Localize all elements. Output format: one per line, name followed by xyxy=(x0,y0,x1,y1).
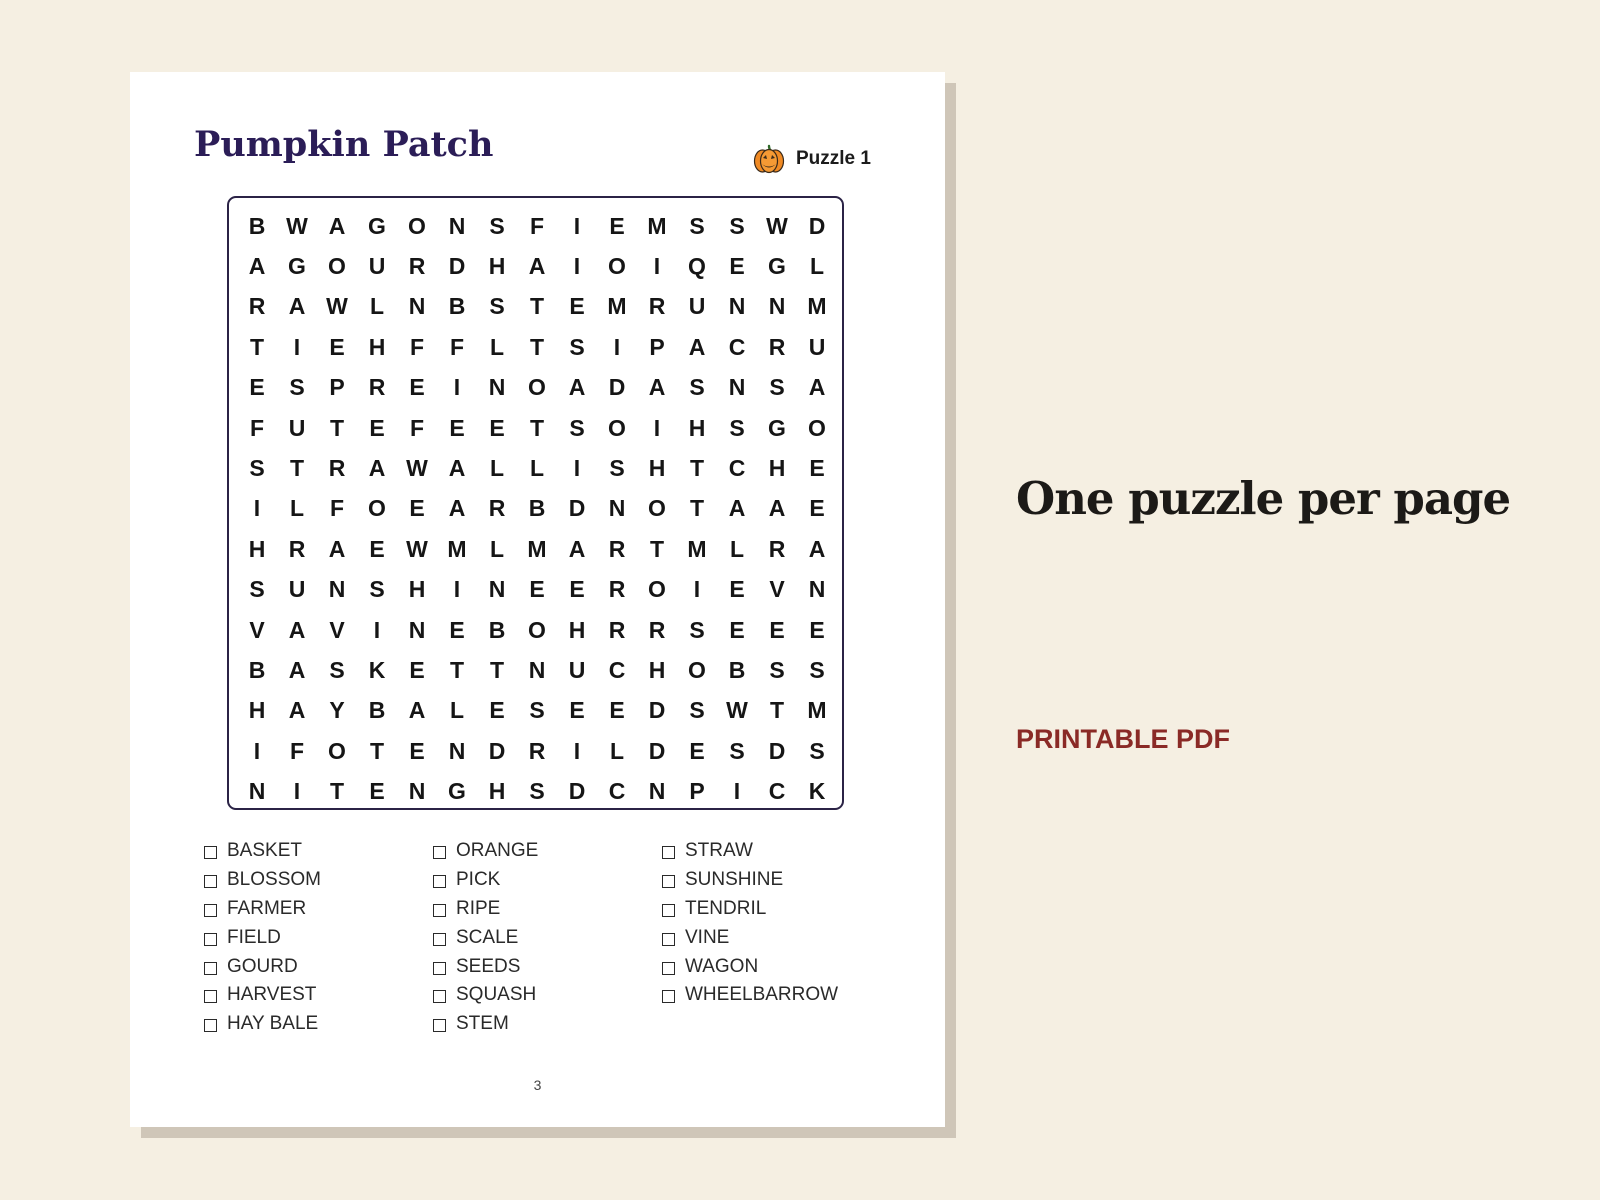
word-list-item xyxy=(433,923,662,952)
grid-letter: N xyxy=(608,495,626,522)
grid-letter: G xyxy=(768,414,786,441)
grid-letter: N xyxy=(488,576,506,603)
word-label: FARMER xyxy=(227,897,307,919)
grid-letter: T xyxy=(329,778,345,805)
grid-letter: A xyxy=(408,697,426,724)
grid-letter: E xyxy=(729,616,745,643)
word-list-item xyxy=(433,866,662,895)
word-label: BASKET xyxy=(227,840,302,862)
grid-letter: M xyxy=(447,535,467,562)
checkbox-icon[interactable] xyxy=(204,990,217,1003)
word-label: STRAW xyxy=(685,840,753,862)
grid-letter: I xyxy=(293,333,301,360)
grid-letter: B xyxy=(528,495,546,522)
grid-letter: N xyxy=(808,576,826,603)
grid-letter: E xyxy=(489,697,505,724)
grid-letter: N xyxy=(488,374,506,401)
checkbox-icon[interactable] xyxy=(662,904,675,917)
checkbox-icon[interactable] xyxy=(662,846,675,859)
grid-letter: S xyxy=(249,455,265,482)
grid-letter: D xyxy=(568,495,586,522)
grid-letter: R xyxy=(648,616,666,643)
grid-letter: B xyxy=(248,656,266,683)
grid-letter: S xyxy=(729,737,745,764)
grid-letter: F xyxy=(449,333,465,360)
word-list-item xyxy=(662,837,891,866)
grid-letter: A xyxy=(688,333,706,360)
word-label: SUNSHINE xyxy=(685,869,784,891)
grid-letter: R xyxy=(768,333,786,360)
grid-letter: E xyxy=(449,414,465,441)
grid-letter: W xyxy=(406,455,428,482)
grid-letter: A xyxy=(728,495,746,522)
grid-letter: L xyxy=(289,495,305,522)
grid-letter: N xyxy=(448,737,466,764)
grid-letter: M xyxy=(607,293,627,320)
grid-letter: H xyxy=(688,414,706,441)
grid-letter: I xyxy=(573,253,581,280)
grid-letter: R xyxy=(288,535,306,562)
word-list-column xyxy=(433,837,662,1039)
checkbox-icon[interactable] xyxy=(433,990,446,1003)
word-label: PICK xyxy=(456,869,501,891)
word-list-column xyxy=(662,837,891,1039)
word-list-item xyxy=(662,923,891,952)
grid-letter: K xyxy=(368,656,386,683)
grid-letter: A xyxy=(368,455,386,482)
grid-letter: T xyxy=(449,656,465,683)
grid-letter: S xyxy=(729,212,745,239)
grid-letter: W xyxy=(286,212,308,239)
grid-letter: S xyxy=(369,576,385,603)
grid-letter: O xyxy=(648,576,666,603)
grid-letter: A xyxy=(248,253,266,280)
word-label: BLOSSOM xyxy=(227,869,321,891)
grid-letter: E xyxy=(329,333,345,360)
grid-letter: M xyxy=(687,535,707,562)
grid-letter: A xyxy=(648,374,666,401)
grid-letter: H xyxy=(648,656,666,683)
word-label: VINE xyxy=(685,926,730,948)
grid-letter: A xyxy=(448,495,466,522)
grid-letter: E xyxy=(729,253,745,280)
grid-letter: R xyxy=(368,374,386,401)
word-label: TENDRIL xyxy=(685,897,767,919)
grid-letter: O xyxy=(328,253,346,280)
word-list-item xyxy=(204,1010,433,1039)
word-search-grid xyxy=(237,206,837,806)
grid-letter: N xyxy=(448,212,466,239)
grid-letter: S xyxy=(809,737,825,764)
grid-letter: C xyxy=(608,656,626,683)
grid-letter: E xyxy=(489,414,505,441)
pumpkin-icon xyxy=(752,142,786,176)
grid-letter: H xyxy=(368,333,386,360)
word-list-column xyxy=(204,837,433,1039)
grid-letter: O xyxy=(328,737,346,764)
grid-letter: E xyxy=(809,616,825,643)
grid-letter: N xyxy=(328,576,346,603)
grid-letter: U xyxy=(368,253,386,280)
grid-letter: N xyxy=(728,293,746,320)
word-list-item xyxy=(204,952,433,981)
grid-letter: R xyxy=(248,293,266,320)
grid-letter: F xyxy=(529,212,545,239)
grid-letter: I xyxy=(253,495,261,522)
checkbox-icon[interactable] xyxy=(433,1019,446,1032)
checkbox-icon[interactable] xyxy=(204,904,217,917)
grid-letter: O xyxy=(368,495,386,522)
grid-letter: T xyxy=(689,455,705,482)
grid-letter: S xyxy=(689,212,705,239)
grid-letter: L xyxy=(489,455,505,482)
grid-letter: F xyxy=(409,414,425,441)
grid-letter: E xyxy=(409,495,425,522)
grid-letter: A xyxy=(328,212,346,239)
grid-letter: O xyxy=(688,656,706,683)
grid-letter: Q xyxy=(688,253,706,280)
grid-letter: H xyxy=(568,616,586,643)
grid-letter: O xyxy=(608,414,626,441)
grid-letter: B xyxy=(448,293,466,320)
grid-letter: H xyxy=(648,455,666,482)
checkbox-icon[interactable] xyxy=(662,990,675,1003)
grid-letter: N xyxy=(768,293,786,320)
grid-letter: T xyxy=(769,697,785,724)
word-list-item xyxy=(204,837,433,866)
grid-letter: A xyxy=(288,616,306,643)
grid-letter: I xyxy=(613,333,621,360)
grid-letter: C xyxy=(728,455,746,482)
grid-letter: E xyxy=(249,374,265,401)
grid-letter: N xyxy=(408,293,426,320)
grid-letter: T xyxy=(289,455,305,482)
checkbox-icon[interactable] xyxy=(662,875,675,888)
grid-letter: S xyxy=(569,414,585,441)
grid-letter: D xyxy=(608,374,626,401)
word-label: WHEELBARROW xyxy=(685,984,839,1006)
grid-letter: E xyxy=(609,697,625,724)
word-list-item xyxy=(662,981,891,1010)
grid-letter: W xyxy=(766,212,788,239)
grid-letter: W xyxy=(726,697,748,724)
word-list-item xyxy=(204,895,433,924)
grid-letter: S xyxy=(569,333,585,360)
grid-letter: L xyxy=(489,333,505,360)
grid-letter: D xyxy=(768,737,786,764)
grid-letter: T xyxy=(329,414,345,441)
grid-letter: B xyxy=(368,697,386,724)
grid-letter: P xyxy=(689,778,705,805)
checkbox-icon[interactable] xyxy=(662,962,675,975)
grid-letter: S xyxy=(769,374,785,401)
grid-letter: N xyxy=(528,656,546,683)
grid-letter: R xyxy=(488,495,506,522)
grid-letter: E xyxy=(569,576,585,603)
grid-letter: E xyxy=(369,778,385,805)
grid-letter: R xyxy=(528,737,546,764)
grid-letter: E xyxy=(369,535,385,562)
grid-letter: D xyxy=(648,697,666,724)
grid-letter: S xyxy=(729,414,745,441)
grid-letter: T xyxy=(529,333,545,360)
grid-letter: E xyxy=(809,455,825,482)
grid-letter: E xyxy=(449,616,465,643)
grid-letter: U xyxy=(808,333,826,360)
grid-letter: S xyxy=(489,212,505,239)
word-label: HARVEST xyxy=(227,984,317,1006)
grid-letter: O xyxy=(408,212,426,239)
grid-letter: R xyxy=(408,253,426,280)
grid-letter: E xyxy=(409,737,425,764)
grid-letter: L xyxy=(529,455,545,482)
grid-letter: A xyxy=(448,455,466,482)
grid-letter: H xyxy=(488,778,506,805)
grid-letter: B xyxy=(728,656,746,683)
grid-letter: V xyxy=(329,616,345,643)
word-label: ORANGE xyxy=(456,840,539,862)
grid-letter: S xyxy=(249,576,265,603)
grid-letter: A xyxy=(568,535,586,562)
grid-letter: T xyxy=(369,737,385,764)
grid-letter: T xyxy=(489,656,505,683)
grid-letter: E xyxy=(809,495,825,522)
grid-letter: R xyxy=(328,455,346,482)
grid-letter: M xyxy=(647,212,667,239)
word-label: HAY BALE xyxy=(227,1013,319,1035)
grid-letter: V xyxy=(249,616,265,643)
grid-letter: E xyxy=(569,293,585,320)
grid-letter: F xyxy=(249,414,265,441)
word-list-item xyxy=(204,866,433,895)
word-list-item xyxy=(662,895,891,924)
grid-letter: S xyxy=(529,697,545,724)
grid-letter: I xyxy=(453,576,461,603)
grid-letter: T xyxy=(249,333,265,360)
grid-letter: G xyxy=(768,253,786,280)
grid-letter: L xyxy=(449,697,465,724)
grid-letter: M xyxy=(527,535,547,562)
grid-letter: A xyxy=(528,253,546,280)
grid-letter: O xyxy=(608,253,626,280)
grid-letter: Y xyxy=(329,697,345,724)
grid-letter: N xyxy=(408,616,426,643)
checkbox-icon[interactable] xyxy=(204,933,217,946)
word-list-item xyxy=(662,952,891,981)
checkbox-icon[interactable] xyxy=(204,846,217,859)
checkbox-icon[interactable] xyxy=(433,962,446,975)
grid-letter: I xyxy=(293,778,301,805)
puzzle-number-label: Puzzle 1 xyxy=(796,148,871,169)
grid-letter: L xyxy=(809,253,825,280)
grid-letter: O xyxy=(528,616,546,643)
grid-letter: E xyxy=(609,212,625,239)
word-list-item xyxy=(204,923,433,952)
grid-letter: E xyxy=(369,414,385,441)
grid-letter: E xyxy=(409,374,425,401)
grid-letter: S xyxy=(489,293,505,320)
word-list-item xyxy=(662,866,891,895)
grid-letter: I xyxy=(453,374,461,401)
grid-letter: L xyxy=(729,535,745,562)
grid-letter: E xyxy=(689,737,705,764)
grid-letter: S xyxy=(289,374,305,401)
grid-letter: K xyxy=(808,778,826,805)
word-list-item xyxy=(433,837,662,866)
grid-letter: U xyxy=(568,656,586,683)
grid-letter: A xyxy=(328,535,346,562)
grid-letter: S xyxy=(609,455,625,482)
grid-letter: C xyxy=(728,333,746,360)
grid-letter: S xyxy=(769,656,785,683)
word-label: RIPE xyxy=(456,897,501,919)
word-label: GOURD xyxy=(227,955,298,977)
grid-letter: F xyxy=(289,737,305,764)
grid-letter: I xyxy=(693,576,701,603)
checkbox-icon[interactable] xyxy=(433,904,446,917)
word-list-item xyxy=(204,981,433,1010)
grid-letter: R xyxy=(608,576,626,603)
grid-letter: O xyxy=(808,414,826,441)
grid-letter: I xyxy=(573,455,581,482)
grid-letter: E xyxy=(409,656,425,683)
word-list-item xyxy=(433,1010,662,1039)
word-search-grid-frame xyxy=(227,196,844,810)
grid-letter: W xyxy=(326,293,348,320)
grid-letter: N xyxy=(248,778,266,805)
grid-letter: U xyxy=(288,576,306,603)
puzzle-page xyxy=(130,72,945,1127)
word-list xyxy=(204,837,904,1039)
grid-letter: N xyxy=(648,778,666,805)
grid-letter: S xyxy=(689,374,705,401)
grid-letter: M xyxy=(807,697,827,724)
grid-letter: H xyxy=(248,535,266,562)
grid-letter: M xyxy=(807,293,827,320)
grid-letter: T xyxy=(529,414,545,441)
word-label: SCALE xyxy=(456,926,519,948)
grid-letter: L xyxy=(609,737,625,764)
grid-letter: L xyxy=(369,293,385,320)
word-list-item xyxy=(433,952,662,981)
grid-letter: E xyxy=(769,616,785,643)
grid-letter: I xyxy=(253,737,261,764)
grid-letter: R xyxy=(768,535,786,562)
word-label: STEM xyxy=(456,1013,509,1035)
grid-letter: U xyxy=(288,414,306,441)
grid-letter: B xyxy=(488,616,506,643)
grid-letter: C xyxy=(608,778,626,805)
grid-letter: R xyxy=(608,535,626,562)
grid-letter: I xyxy=(653,414,661,441)
word-list-item xyxy=(433,981,662,1010)
grid-letter: D xyxy=(808,212,826,239)
checkbox-icon[interactable] xyxy=(204,962,217,975)
promo-headline: One puzzle per page xyxy=(1016,472,1511,525)
grid-letter: I xyxy=(573,737,581,764)
grid-letter: F xyxy=(329,495,345,522)
grid-letter: A xyxy=(808,535,826,562)
grid-letter: I xyxy=(733,778,741,805)
word-label: SEEDS xyxy=(456,955,521,977)
grid-letter: A xyxy=(288,656,306,683)
grid-letter: A xyxy=(568,374,586,401)
puzzle-tag xyxy=(752,142,871,176)
grid-letter: G xyxy=(448,778,466,805)
grid-letter: L xyxy=(489,535,505,562)
grid-letter: N xyxy=(728,374,746,401)
grid-letter: E xyxy=(729,576,745,603)
checkbox-icon[interactable] xyxy=(662,933,675,946)
grid-letter: G xyxy=(288,253,306,280)
grid-letter: F xyxy=(409,333,425,360)
grid-letter: W xyxy=(406,535,428,562)
grid-letter: A xyxy=(288,697,306,724)
grid-letter: H xyxy=(248,697,266,724)
grid-letter: P xyxy=(649,333,665,360)
grid-letter: D xyxy=(568,778,586,805)
grid-letter: A xyxy=(288,293,306,320)
grid-letter: T xyxy=(649,535,665,562)
grid-letter: U xyxy=(688,293,706,320)
checkbox-icon[interactable] xyxy=(204,1019,217,1032)
grid-letter: H xyxy=(488,253,506,280)
grid-letter: H xyxy=(768,455,786,482)
word-label: WAGON xyxy=(685,955,759,977)
grid-letter: S xyxy=(689,697,705,724)
checkbox-icon[interactable] xyxy=(433,933,446,946)
grid-letter: S xyxy=(329,656,345,683)
grid-letter: C xyxy=(768,778,786,805)
grid-letter: D xyxy=(648,737,666,764)
word-label: SQUASH xyxy=(456,984,537,1006)
grid-letter: T xyxy=(689,495,705,522)
grid-letter: G xyxy=(368,212,386,239)
grid-letter: D xyxy=(448,253,466,280)
word-label: FIELD xyxy=(227,926,281,948)
grid-letter: R xyxy=(608,616,626,643)
grid-letter: D xyxy=(488,737,506,764)
checkbox-icon[interactable] xyxy=(433,875,446,888)
grid-letter: A xyxy=(768,495,786,522)
page-number: 3 xyxy=(533,1077,542,1093)
grid-letter: I xyxy=(573,212,581,239)
grid-letter: T xyxy=(529,293,545,320)
grid-letter: O xyxy=(648,495,666,522)
grid-letter: P xyxy=(329,374,345,401)
page-title: Pumpkin Patch xyxy=(194,124,494,165)
promo-subline: PRINTABLE PDF xyxy=(1016,724,1230,754)
grid-letter: E xyxy=(569,697,585,724)
grid-letter: N xyxy=(408,778,426,805)
grid-letter: A xyxy=(808,374,826,401)
grid-letter: O xyxy=(528,374,546,401)
grid-letter: E xyxy=(529,576,545,603)
grid-letter: R xyxy=(648,293,666,320)
word-list-item xyxy=(433,895,662,924)
grid-letter: I xyxy=(653,253,661,280)
checkbox-icon[interactable] xyxy=(433,846,446,859)
grid-letter: S xyxy=(809,656,825,683)
grid-letter: S xyxy=(529,778,545,805)
grid-letter: H xyxy=(408,576,426,603)
grid-letter: S xyxy=(689,616,705,643)
checkbox-icon[interactable] xyxy=(204,875,217,888)
grid-letter: V xyxy=(769,576,785,603)
grid-letter: I xyxy=(373,616,381,643)
grid-letter: B xyxy=(248,212,266,239)
